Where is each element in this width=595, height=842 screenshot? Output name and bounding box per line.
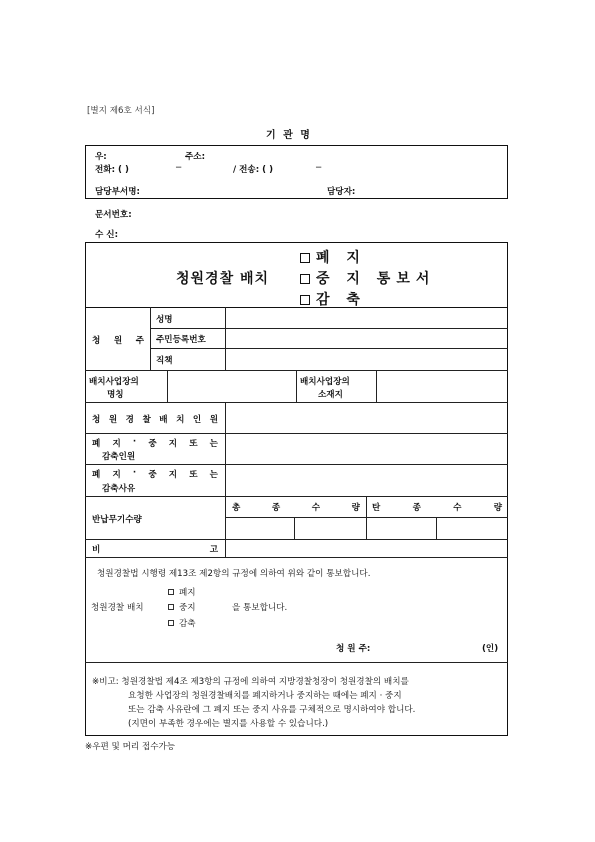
col-divider: [296, 370, 297, 402]
document-number-label: 문서번호:: [95, 210, 132, 220]
name-label: 성명: [156, 315, 173, 325]
deployed-count-field[interactable]: [226, 403, 507, 432]
fax-label: / 전송: ( ): [233, 165, 274, 175]
form-reference: [별지 제6호 서식]: [87, 106, 155, 116]
reduction-count-label-2: 감축인원: [102, 452, 136, 462]
footer-note: ※우편 및 머리 접수가능: [85, 742, 176, 752]
notify-text: 을 통보합니다.: [232, 603, 288, 613]
reduction-count-label: 폐 지 · 중 지 또 는: [92, 437, 218, 449]
agency-header-box: [85, 145, 508, 199]
checkbox-icon: [168, 589, 174, 595]
name-field[interactable]: [226, 308, 507, 327]
gun-type-field[interactable]: [226, 518, 293, 538]
seal-mark: (인): [482, 644, 499, 654]
reduction-count-field[interactable]: [226, 434, 507, 463]
agency-name: 기 관 명: [266, 130, 312, 141]
petitioner-signature-field[interactable]: [385, 639, 475, 655]
position-field[interactable]: [226, 349, 507, 369]
site-name-label: 배치사업장의: [89, 377, 139, 387]
checkbox-icon: [300, 253, 310, 263]
remarks-label: 비 고: [92, 545, 218, 555]
notes-line-3: 또는 감축 사유란에 그 폐지 또는 중지 사유를 구체적으로 명시하여야 합니다.: [128, 705, 416, 715]
checkbox-icon: [300, 295, 310, 305]
notes-divider: [85, 662, 508, 663]
reduction-reason-field[interactable]: [226, 465, 507, 495]
body-option-abolish[interactable]: 폐지: [168, 586, 196, 598]
notes-line-1: ※비고: 청원경찰법 제4조 제3항의 규정에 의하여 지방경찰청장이 청원경찰의 배치를: [92, 677, 409, 687]
person-in-charge-label: 담당자:: [327, 187, 356, 197]
checkbox-icon: [168, 620, 174, 626]
address-label: 주소:: [185, 152, 206, 162]
title-option-reduce: 감 축: [300, 289, 366, 309]
phone-label: 전화: ( ): [95, 165, 129, 175]
petitioner-signature-label: 청 원 주:: [336, 644, 371, 654]
site-location-field[interactable]: [377, 371, 507, 401]
title-option-abolish: 폐 지: [300, 247, 366, 267]
petitioner-label: 청 원 주: [92, 336, 144, 346]
row-divider: [85, 557, 508, 558]
site-name-field[interactable]: [168, 371, 295, 401]
notes-line-2: 요청한 사업장의 청원경찰배치를 폐지하거나 중지하는 때에는 폐지 · 중지: [128, 691, 402, 701]
row-divider: [85, 496, 508, 497]
deployed-count-label: 청 원 경 찰 배 치 인 원: [92, 415, 218, 425]
phone-dash: ─: [176, 163, 182, 173]
checkbox-icon: [300, 274, 310, 284]
site-location-label: 배치사업장의: [300, 377, 350, 387]
ammo-type-field[interactable]: [367, 518, 435, 538]
body-option-reduce[interactable]: 감축: [168, 617, 196, 629]
resident-number-field[interactable]: [226, 329, 507, 347]
site-location-label-2: 소재지: [318, 390, 343, 400]
department-label: 담당부서명:: [95, 187, 140, 197]
returned-weapons-label: 반납무기수량: [92, 515, 142, 525]
ammo-type-quantity-header: 탄 종 수 량: [372, 503, 502, 513]
col-divider: [150, 307, 151, 370]
gun-type-quantity-header: 총 종 수 량: [232, 503, 360, 513]
notification-statement: 청원경찰법 시행령 제13조 제2항의 규정에 의하여 위와 같이 통보합니다.: [97, 569, 371, 579]
fax-dash: ─: [316, 163, 322, 173]
notes-line-4: (지면이 부족한 경우에는 별지를 사용할 수 있습니다.): [128, 719, 329, 729]
checkbox-icon: [168, 604, 174, 610]
deployment-label: 청원경찰 배치: [91, 603, 144, 613]
recipient-label: 수 신:: [95, 230, 119, 240]
remarks-field[interactable]: [226, 540, 507, 556]
postal-code-label: 우:: [95, 152, 107, 162]
resident-number-label: 주민등록번호: [156, 335, 206, 345]
site-name-label-2: 명칭: [107, 390, 124, 400]
gun-quantity-field[interactable]: [295, 518, 365, 538]
position-label: 직책: [156, 356, 173, 366]
ammo-quantity-field[interactable]: [437, 518, 507, 538]
document-title-main: 청원경찰 배치: [176, 271, 270, 287]
body-option-suspend[interactable]: 중지: [168, 601, 196, 613]
title-option-suspend: 중 지 통보서: [300, 268, 435, 288]
reduction-reason-label: 폐 지 · 중 지 또 는: [92, 468, 218, 480]
reduction-reason-label-2: 감축사유: [102, 484, 136, 494]
